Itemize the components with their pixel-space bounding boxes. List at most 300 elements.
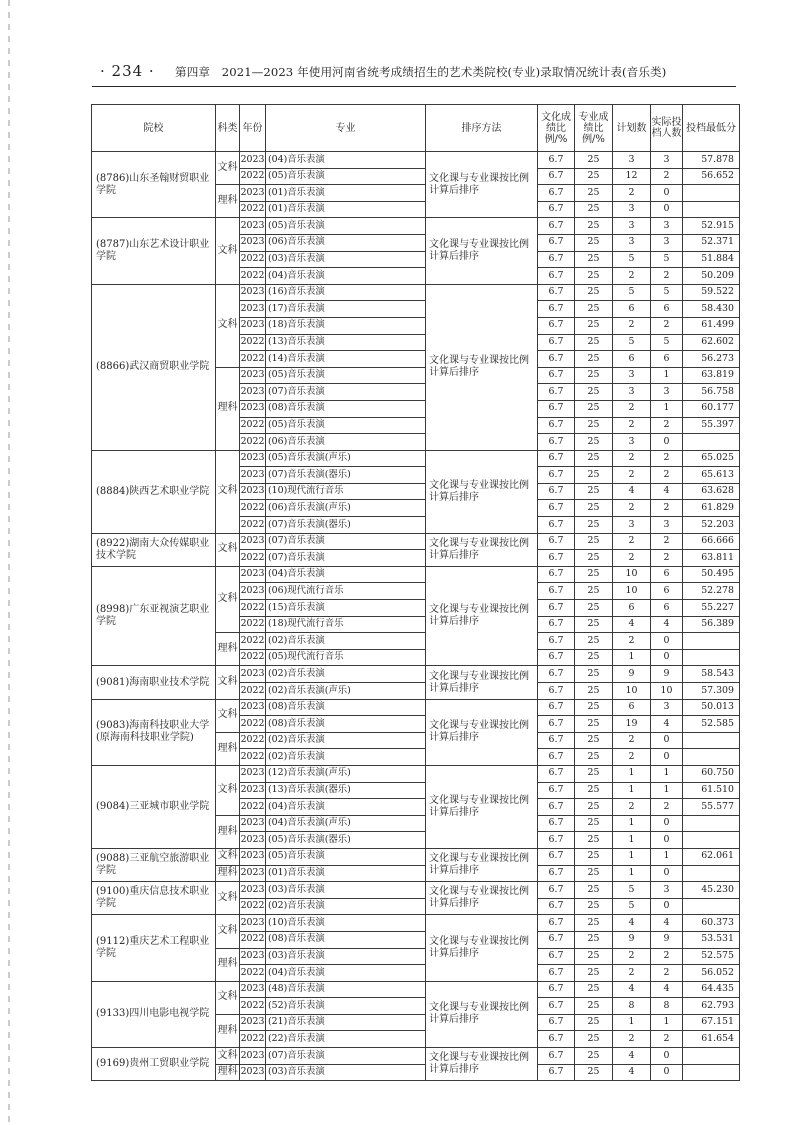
category-cell: 文科 — [216, 152, 240, 185]
plan-count-cell: 1 — [613, 765, 651, 782]
plan-count-cell: 4 — [613, 616, 651, 633]
category-cell: 理科 — [216, 948, 240, 981]
sort-method: 文化课与专业课按比例计算后排序 — [426, 882, 538, 915]
page-header — [0, 0, 800, 100]
table-row — [92, 1048, 740, 1065]
table-row — [92, 450, 740, 467]
min-score-cell — [683, 732, 740, 749]
school-name: (9100)重庆信息技术职业学院 — [92, 882, 216, 915]
major-cell: (06)音乐表演 — [266, 434, 426, 451]
year-cell: 2022 — [240, 931, 266, 948]
min-score-cell — [683, 865, 740, 882]
category-cell: 文科 — [216, 566, 240, 632]
culture-ratio-cell: 6.7 — [538, 616, 575, 633]
table-row — [92, 284, 740, 301]
plan-count-cell: 3 — [613, 384, 651, 401]
culture-ratio-cell: 6.7 — [538, 1031, 575, 1048]
plan-count-cell: 2 — [613, 732, 651, 749]
category-cell: 文科 — [216, 981, 240, 1014]
year-cell: 2022 — [240, 417, 266, 434]
professional-ratio-cell: 25 — [575, 251, 613, 268]
plan-count-cell: 2 — [613, 749, 651, 766]
professional-ratio-cell: 25 — [575, 948, 613, 965]
admitted-count-cell: 2 — [651, 500, 683, 517]
plan-count-cell: 2 — [613, 948, 651, 965]
min-score-cell: 63.811 — [683, 550, 740, 567]
min-score-cell: 50.013 — [683, 699, 740, 716]
professional-ratio-cell: 25 — [575, 616, 613, 633]
culture-ratio-cell: 6.7 — [538, 749, 575, 766]
major-cell: (16)音乐表演 — [266, 284, 426, 301]
culture-ratio-cell: 6.7 — [538, 517, 575, 534]
plan-count-cell: 5 — [613, 898, 651, 915]
plan-count-cell: 3 — [613, 234, 651, 251]
major-cell: (08)音乐表演 — [266, 400, 426, 417]
category-cell: 文科 — [216, 450, 240, 533]
major-cell: (07)音乐表演 — [266, 550, 426, 567]
professional-ratio-cell: 25 — [575, 1064, 613, 1081]
culture-ratio-cell: 6.7 — [538, 334, 575, 351]
year-cell: 2022 — [240, 517, 266, 534]
culture-ratio-cell: 6.7 — [538, 1048, 575, 1065]
min-score-cell: 60.373 — [683, 915, 740, 932]
category-cell: 理科 — [216, 633, 240, 666]
culture-ratio-cell: 6.7 — [538, 998, 575, 1015]
year-cell: 2023 — [240, 1048, 266, 1065]
year-cell: 2023 — [240, 699, 266, 716]
professional-ratio-cell: 25 — [575, 799, 613, 816]
major-cell: (07)音乐表演(器乐) — [266, 467, 426, 484]
major-cell: (04)音乐表演 — [266, 799, 426, 816]
year-cell: 2022 — [240, 1031, 266, 1048]
admitted-count-cell: 0 — [651, 732, 683, 749]
year-cell: 2022 — [240, 683, 266, 700]
admitted-count-cell: 2 — [651, 417, 683, 434]
professional-ratio-cell: 25 — [575, 1014, 613, 1031]
year-cell: 2023 — [240, 384, 266, 401]
year-cell: 2023 — [240, 782, 266, 799]
min-score-cell: 56.052 — [683, 965, 740, 982]
year-cell: 2022 — [240, 434, 266, 451]
professional-ratio-cell: 25 — [575, 782, 613, 799]
year-cell: 2023 — [240, 848, 266, 865]
category-cell: 理科 — [216, 1014, 240, 1047]
plan-count-cell: 2 — [613, 450, 651, 467]
col-school: 院校 — [92, 105, 216, 152]
major-cell: (05)音乐表演 — [266, 417, 426, 434]
professional-ratio-cell: 25 — [575, 699, 613, 716]
school-name: (8884)陕西艺术职业学院 — [92, 450, 216, 533]
school-name: (8922)湖南大众传媒职业技术学院 — [92, 533, 216, 566]
culture-ratio-cell: 6.7 — [538, 716, 575, 733]
min-score-cell — [683, 434, 740, 451]
admitted-count-cell: 8 — [651, 998, 683, 1015]
admitted-count-cell: 0 — [651, 815, 683, 832]
major-cell: (48)音乐表演 — [266, 981, 426, 998]
min-score-cell: 65.025 — [683, 450, 740, 467]
admitted-count-cell: 4 — [651, 716, 683, 733]
year-cell: 2023 — [240, 400, 266, 417]
major-cell: (52)音乐表演 — [266, 998, 426, 1015]
category-cell: 文科 — [216, 666, 240, 699]
category-cell: 文科 — [216, 848, 240, 865]
major-cell: (21)音乐表演 — [266, 1014, 426, 1031]
professional-ratio-cell: 25 — [575, 998, 613, 1015]
professional-ratio-cell: 25 — [575, 185, 613, 202]
culture-ratio-cell: 6.7 — [538, 152, 575, 169]
admitted-count-cell: 2 — [651, 965, 683, 982]
professional-ratio-cell: 25 — [575, 301, 613, 318]
major-cell: (03)音乐表演 — [266, 251, 426, 268]
culture-ratio-cell: 6.7 — [538, 301, 575, 318]
major-cell: (14)音乐表演 — [266, 351, 426, 368]
col-category: 科类 — [216, 105, 240, 152]
culture-ratio-cell: 6.7 — [538, 848, 575, 865]
col-min-score: 投档最低分 — [683, 105, 740, 152]
major-cell: (13)音乐表演 — [266, 334, 426, 351]
major-cell: (05)音乐表演 — [266, 367, 426, 384]
admitted-count-cell: 2 — [651, 467, 683, 484]
table-row — [92, 765, 740, 782]
major-cell: (04)音乐表演 — [266, 152, 426, 169]
plan-count-cell: 1 — [613, 782, 651, 799]
culture-ratio-cell: 6.7 — [538, 201, 575, 218]
professional-ratio-cell: 25 — [575, 915, 613, 932]
min-score-cell: 52.371 — [683, 234, 740, 251]
min-score-cell: 59.522 — [683, 284, 740, 301]
major-cell: (02)音乐表演 — [266, 633, 426, 650]
admitted-count-cell: 3 — [651, 699, 683, 716]
year-cell: 2023 — [240, 1064, 266, 1081]
major-cell: (03)音乐表演 — [266, 948, 426, 965]
sort-method: 文化课与专业课按比例计算后排序 — [426, 666, 538, 699]
admitted-count-cell: 6 — [651, 583, 683, 600]
major-cell: (06)音乐表演(声乐) — [266, 500, 426, 517]
culture-ratio-cell: 6.7 — [538, 799, 575, 816]
col-admitted-count: 实际投档人数 — [651, 105, 683, 152]
plan-count-cell: 3 — [613, 218, 651, 235]
plan-count-cell: 1 — [613, 865, 651, 882]
professional-ratio-cell: 25 — [575, 649, 613, 666]
min-score-cell: 61.829 — [683, 500, 740, 517]
admitted-count-cell: 2 — [651, 948, 683, 965]
admitted-count-cell: 4 — [651, 981, 683, 998]
min-score-cell: 55.577 — [683, 799, 740, 816]
culture-ratio-cell: 6.7 — [538, 699, 575, 716]
plan-count-cell: 2 — [613, 1031, 651, 1048]
col-culture-ratio: 文化成绩比例/% — [538, 105, 575, 152]
professional-ratio-cell: 25 — [575, 517, 613, 534]
professional-ratio-cell: 25 — [575, 218, 613, 235]
major-cell: (08)音乐表演 — [266, 931, 426, 948]
sort-method: 文化课与专业课按比例计算后排序 — [426, 450, 538, 533]
plan-count-cell: 2 — [613, 185, 651, 202]
sort-method: 文化课与专业课按比例计算后排序 — [426, 218, 538, 284]
plan-count-cell: 10 — [613, 566, 651, 583]
min-score-cell: 52.575 — [683, 948, 740, 965]
min-score-cell: 61.510 — [683, 782, 740, 799]
major-cell: (07)音乐表演 — [266, 533, 426, 550]
culture-ratio-cell: 6.7 — [538, 583, 575, 600]
plan-count-cell: 1 — [613, 848, 651, 865]
year-cell: 2023 — [240, 533, 266, 550]
year-cell: 2022 — [240, 732, 266, 749]
year-cell: 2023 — [240, 882, 266, 899]
culture-ratio-cell: 6.7 — [538, 351, 575, 368]
min-score-cell: 67.151 — [683, 1014, 740, 1031]
year-cell: 2022 — [240, 251, 266, 268]
min-score-cell: 56.273 — [683, 351, 740, 368]
professional-ratio-cell: 25 — [575, 600, 613, 617]
major-cell: (18)现代流行音乐 — [266, 616, 426, 633]
year-cell: 2022 — [240, 633, 266, 650]
major-cell: (04)音乐表演 — [266, 268, 426, 285]
school-name: (9088)三亚航空旅游职业学院 — [92, 848, 216, 881]
professional-ratio-cell: 25 — [575, 400, 613, 417]
professional-ratio-cell: 25 — [575, 633, 613, 650]
culture-ratio-cell: 6.7 — [538, 367, 575, 384]
min-score-cell: 57.309 — [683, 683, 740, 700]
min-score-cell — [683, 649, 740, 666]
professional-ratio-cell: 25 — [575, 384, 613, 401]
year-cell: 2023 — [240, 483, 266, 500]
year-cell: 2023 — [240, 218, 266, 235]
admitted-count-cell: 2 — [651, 168, 683, 185]
major-cell: (05)音乐表演 — [266, 218, 426, 235]
plan-count-cell: 4 — [613, 915, 651, 932]
plan-count-cell: 2 — [613, 533, 651, 550]
professional-ratio-cell: 25 — [575, 234, 613, 251]
admitted-count-cell: 10 — [651, 683, 683, 700]
plan-count-cell: 1 — [613, 832, 651, 849]
professional-ratio-cell: 25 — [575, 765, 613, 782]
table-row — [92, 981, 740, 998]
major-cell: (05)音乐表演 — [266, 168, 426, 185]
category-cell: 文科 — [216, 699, 240, 732]
year-cell: 2022 — [240, 268, 266, 285]
year-cell: 2022 — [240, 550, 266, 567]
year-cell: 2023 — [240, 284, 266, 301]
min-score-cell: 45.230 — [683, 882, 740, 899]
category-cell: 文科 — [216, 1048, 240, 1065]
category-cell: 理科 — [216, 865, 240, 882]
culture-ratio-cell: 6.7 — [538, 168, 575, 185]
major-cell: (02)音乐表演 — [266, 666, 426, 683]
header-rule — [92, 86, 736, 87]
min-score-cell — [683, 1064, 740, 1081]
professional-ratio-cell: 25 — [575, 716, 613, 733]
min-score-cell — [683, 201, 740, 218]
table-row — [92, 566, 740, 583]
professional-ratio-cell: 25 — [575, 284, 613, 301]
plan-count-cell: 2 — [613, 317, 651, 334]
min-score-cell: 63.819 — [683, 367, 740, 384]
year-cell: 2023 — [240, 450, 266, 467]
professional-ratio-cell: 25 — [575, 815, 613, 832]
admitted-count-cell: 0 — [651, 649, 683, 666]
sort-method: 文化课与专业课按比例计算后排序 — [426, 1048, 538, 1081]
year-cell: 2023 — [240, 301, 266, 318]
min-score-cell: 55.397 — [683, 417, 740, 434]
year-cell: 2022 — [240, 616, 266, 633]
culture-ratio-cell: 6.7 — [538, 832, 575, 849]
min-score-cell: 50.209 — [683, 268, 740, 285]
culture-ratio-cell: 6.7 — [538, 915, 575, 932]
min-score-cell: 53.531 — [683, 931, 740, 948]
sort-method: 文化课与专业课按比例计算后排序 — [426, 533, 538, 566]
admitted-count-cell: 1 — [651, 367, 683, 384]
col-professional-ratio: 专业成绩比例/% — [575, 105, 613, 152]
admitted-count-cell: 0 — [651, 865, 683, 882]
admitted-count-cell: 0 — [651, 832, 683, 849]
min-score-cell: 66.666 — [683, 533, 740, 550]
min-score-cell: 56.389 — [683, 616, 740, 633]
admitted-count-cell: 4 — [651, 616, 683, 633]
col-major: 专业 — [266, 105, 426, 152]
admitted-count-cell: 6 — [651, 566, 683, 583]
professional-ratio-cell: 25 — [575, 417, 613, 434]
col-year: 年份 — [240, 105, 266, 152]
plan-count-cell: 2 — [613, 965, 651, 982]
major-cell: (05)音乐表演(声乐) — [266, 450, 426, 467]
min-score-cell: 62.061 — [683, 848, 740, 865]
culture-ratio-cell: 6.7 — [538, 882, 575, 899]
year-cell: 2023 — [240, 832, 266, 849]
professional-ratio-cell: 25 — [575, 434, 613, 451]
major-cell: (01)音乐表演 — [266, 865, 426, 882]
min-score-cell: 57.878 — [683, 152, 740, 169]
min-score-cell: 56.652 — [683, 168, 740, 185]
year-cell: 2022 — [240, 799, 266, 816]
year-cell: 2023 — [240, 915, 266, 932]
professional-ratio-cell: 25 — [575, 351, 613, 368]
year-cell: 2023 — [240, 367, 266, 384]
min-score-cell: 64.435 — [683, 981, 740, 998]
culture-ratio-cell: 6.7 — [538, 400, 575, 417]
table-row — [92, 699, 740, 716]
professional-ratio-cell: 25 — [575, 168, 613, 185]
professional-ratio-cell: 25 — [575, 450, 613, 467]
min-score-cell: 62.793 — [683, 998, 740, 1015]
plan-count-cell: 3 — [613, 434, 651, 451]
min-score-cell: 52.915 — [683, 218, 740, 235]
table-row — [92, 848, 740, 865]
year-cell: 2023 — [240, 765, 266, 782]
min-score-cell: 52.585 — [683, 716, 740, 733]
major-cell: (02)音乐表演 — [266, 898, 426, 915]
major-cell: (02)音乐表演 — [266, 749, 426, 766]
plan-count-cell: 6 — [613, 351, 651, 368]
year-cell: 2023 — [240, 948, 266, 965]
culture-ratio-cell: 6.7 — [538, 948, 575, 965]
plan-count-cell: 4 — [613, 1064, 651, 1081]
school-name: (9084)三亚城市职业学院 — [92, 765, 216, 848]
culture-ratio-cell: 6.7 — [538, 500, 575, 517]
admitted-count-cell: 0 — [651, 434, 683, 451]
admitted-count-cell: 1 — [651, 848, 683, 865]
plan-count-cell: 2 — [613, 799, 651, 816]
major-cell: (13)音乐表演(器乐) — [266, 782, 426, 799]
min-score-cell: 52.203 — [683, 517, 740, 534]
admitted-count-cell: 1 — [651, 765, 683, 782]
plan-count-cell: 3 — [613, 201, 651, 218]
min-score-cell: 50.495 — [683, 566, 740, 583]
plan-count-cell: 3 — [613, 517, 651, 534]
table-body — [92, 152, 740, 1081]
school-name: (8787)山东艺术设计职业学院 — [92, 218, 216, 284]
plan-count-cell: 2 — [613, 633, 651, 650]
min-score-cell: 62.602 — [683, 334, 740, 351]
year-cell: 2022 — [240, 649, 266, 666]
year-cell: 2023 — [240, 467, 266, 484]
professional-ratio-cell: 25 — [575, 1031, 613, 1048]
plan-count-cell: 6 — [613, 699, 651, 716]
professional-ratio-cell: 25 — [575, 550, 613, 567]
chapter-title: 第四章 2021—2023 年使用河南省统考成绩招生的艺术类院校(专业)录取情况统计表(音乐类) — [175, 65, 667, 79]
culture-ratio-cell: 6.7 — [538, 417, 575, 434]
min-score-cell — [683, 633, 740, 650]
culture-ratio-cell: 6.7 — [538, 450, 575, 467]
category-cell: 文科 — [216, 284, 240, 367]
admitted-count-cell: 2 — [651, 533, 683, 550]
year-cell: 2023 — [240, 317, 266, 334]
admitted-count-cell: 3 — [651, 234, 683, 251]
min-score-cell: 63.628 — [683, 483, 740, 500]
admitted-count-cell: 3 — [651, 152, 683, 169]
plan-count-cell: 2 — [613, 550, 651, 567]
professional-ratio-cell: 25 — [575, 683, 613, 700]
min-score-cell: 58.430 — [683, 301, 740, 318]
culture-ratio-cell: 6.7 — [538, 384, 575, 401]
min-score-cell: 51.884 — [683, 251, 740, 268]
year-cell: 2022 — [240, 998, 266, 1015]
year-cell: 2023 — [240, 185, 266, 202]
sort-method: 文化课与专业课按比例计算后排序 — [426, 765, 538, 848]
admitted-count-cell: 3 — [651, 218, 683, 235]
culture-ratio-cell: 6.7 — [538, 533, 575, 550]
culture-ratio-cell: 6.7 — [538, 782, 575, 799]
school-name: (9081)海南职业技术学院 — [92, 666, 216, 699]
culture-ratio-cell: 6.7 — [538, 467, 575, 484]
professional-ratio-cell: 25 — [575, 152, 613, 169]
year-cell: 2022 — [240, 965, 266, 982]
year-cell: 2023 — [240, 1014, 266, 1031]
table-row — [92, 218, 740, 235]
admitted-count-cell: 5 — [651, 251, 683, 268]
professional-ratio-cell: 25 — [575, 931, 613, 948]
school-name: (9112)重庆艺术工程职业学院 — [92, 915, 216, 981]
plan-count-cell: 1 — [613, 815, 651, 832]
professional-ratio-cell: 25 — [575, 848, 613, 865]
year-cell: 2022 — [240, 898, 266, 915]
page-edge-binding — [8, 0, 10, 1125]
admitted-count-cell: 5 — [651, 334, 683, 351]
sort-method: 文化课与专业课按比例计算后排序 — [426, 152, 538, 218]
plan-count-cell: 4 — [613, 483, 651, 500]
culture-ratio-cell: 6.7 — [538, 1064, 575, 1081]
culture-ratio-cell: 6.7 — [538, 483, 575, 500]
table-row — [92, 882, 740, 899]
school-name: (8786)山东圣翰财贸职业学院 — [92, 152, 216, 218]
admitted-count-cell: 0 — [651, 633, 683, 650]
professional-ratio-cell: 25 — [575, 732, 613, 749]
major-cell: (05)音乐表演 — [266, 848, 426, 865]
year-cell: 2023 — [240, 234, 266, 251]
professional-ratio-cell: 25 — [575, 583, 613, 600]
year-cell: 2022 — [240, 600, 266, 617]
min-score-cell — [683, 185, 740, 202]
plan-count-cell: 5 — [613, 251, 651, 268]
